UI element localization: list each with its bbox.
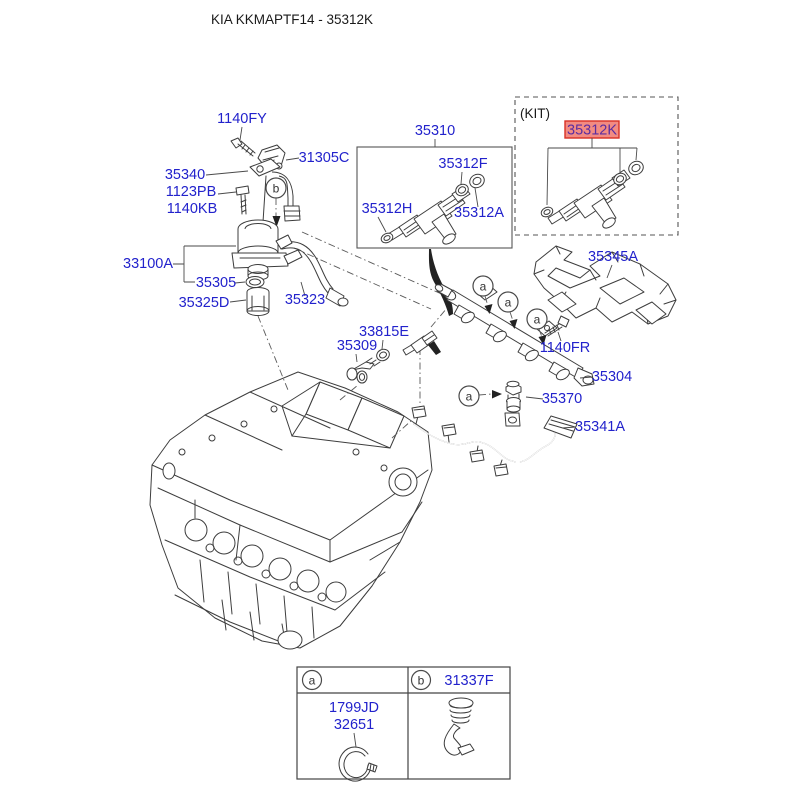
label-1140FY[interactable]: 1140FY (217, 111, 267, 127)
callout-a-letter: a (504, 295, 512, 310)
drawing-bolt-1140FY (231, 138, 255, 156)
drawing-oring-35312A (467, 172, 486, 191)
drawing-harness-35341A (412, 406, 577, 476)
callout-a-letter: a (479, 279, 487, 294)
label-35370[interactable]: 35370 (541, 391, 583, 407)
kit-part-highlight[interactable] (565, 121, 619, 139)
legend-callout-a (303, 671, 322, 690)
drawing-clip-31337F (444, 698, 474, 755)
page-title: KIA KKMAPTF14 - 35312K (210, 12, 374, 27)
label-31337F[interactable]: 31337F (444, 673, 494, 689)
label-32651[interactable]: 32651 (333, 717, 375, 733)
label-35309[interactable]: 35309 (336, 338, 378, 354)
label-31305C[interactable]: 31305C (298, 150, 350, 166)
drawing-sensor-35370 (505, 381, 521, 426)
label-35304[interactable]: 35304 (591, 369, 633, 385)
label-35312A[interactable]: 35312A (454, 205, 504, 221)
injector-assembly-box (357, 147, 512, 248)
callout-a-sensor (459, 386, 502, 406)
label-33815E[interactable]: 33815E (359, 324, 409, 340)
drawing-oring-33815E (375, 347, 391, 362)
callout-b-letter: b (417, 673, 425, 688)
drawing-filter-35325D (247, 288, 269, 316)
label-1123PB[interactable]: 1123PB (165, 184, 217, 200)
label-35312H[interactable]: 35312H (361, 201, 413, 217)
label-35323[interactable]: 35323 (284, 292, 326, 308)
label-33100A[interactable]: 33100A (123, 256, 173, 272)
kit-box (515, 97, 678, 235)
label-35312F[interactable]: 35312F (438, 156, 488, 172)
label-35310[interactable]: 35310 (414, 123, 456, 139)
label-35341A[interactable]: 35341A (575, 419, 625, 435)
drawing-pump-33100A (232, 220, 302, 280)
label-35340[interactable]: 35340 (164, 167, 206, 183)
label-35345A[interactable]: 35345A (588, 249, 638, 265)
label-1799JD[interactable]: 1799JD (329, 700, 379, 716)
callout-a-letter: a (533, 312, 541, 327)
callout-a-letter: a (308, 673, 316, 688)
label-35305[interactable]: 35305 (195, 275, 237, 291)
drawing-clip-35309 (347, 358, 380, 383)
label-35312K[interactable]: 35312K (567, 122, 617, 139)
callout-b-letter: b (272, 181, 280, 196)
engine-block-drawing (150, 372, 432, 649)
kit-tag: (KIT) (520, 106, 550, 121)
drawing-kit-injector (540, 159, 646, 231)
label-1140FR[interactable]: 1140FR (539, 340, 591, 356)
drawing-oring-35305 (246, 277, 264, 288)
callout-b-top (266, 178, 286, 227)
callout-a-letter: a (465, 389, 473, 404)
drawing-clamp-1799JD (339, 747, 377, 781)
install-direction-arrow (429, 249, 453, 316)
label-35325D[interactable]: 35325D (178, 295, 230, 311)
drawing-bolt-1123PB (236, 186, 249, 214)
label-1140KB[interactable]: 1140KB (166, 201, 218, 217)
legend-table (297, 667, 510, 781)
legend-callout-b (412, 671, 431, 690)
